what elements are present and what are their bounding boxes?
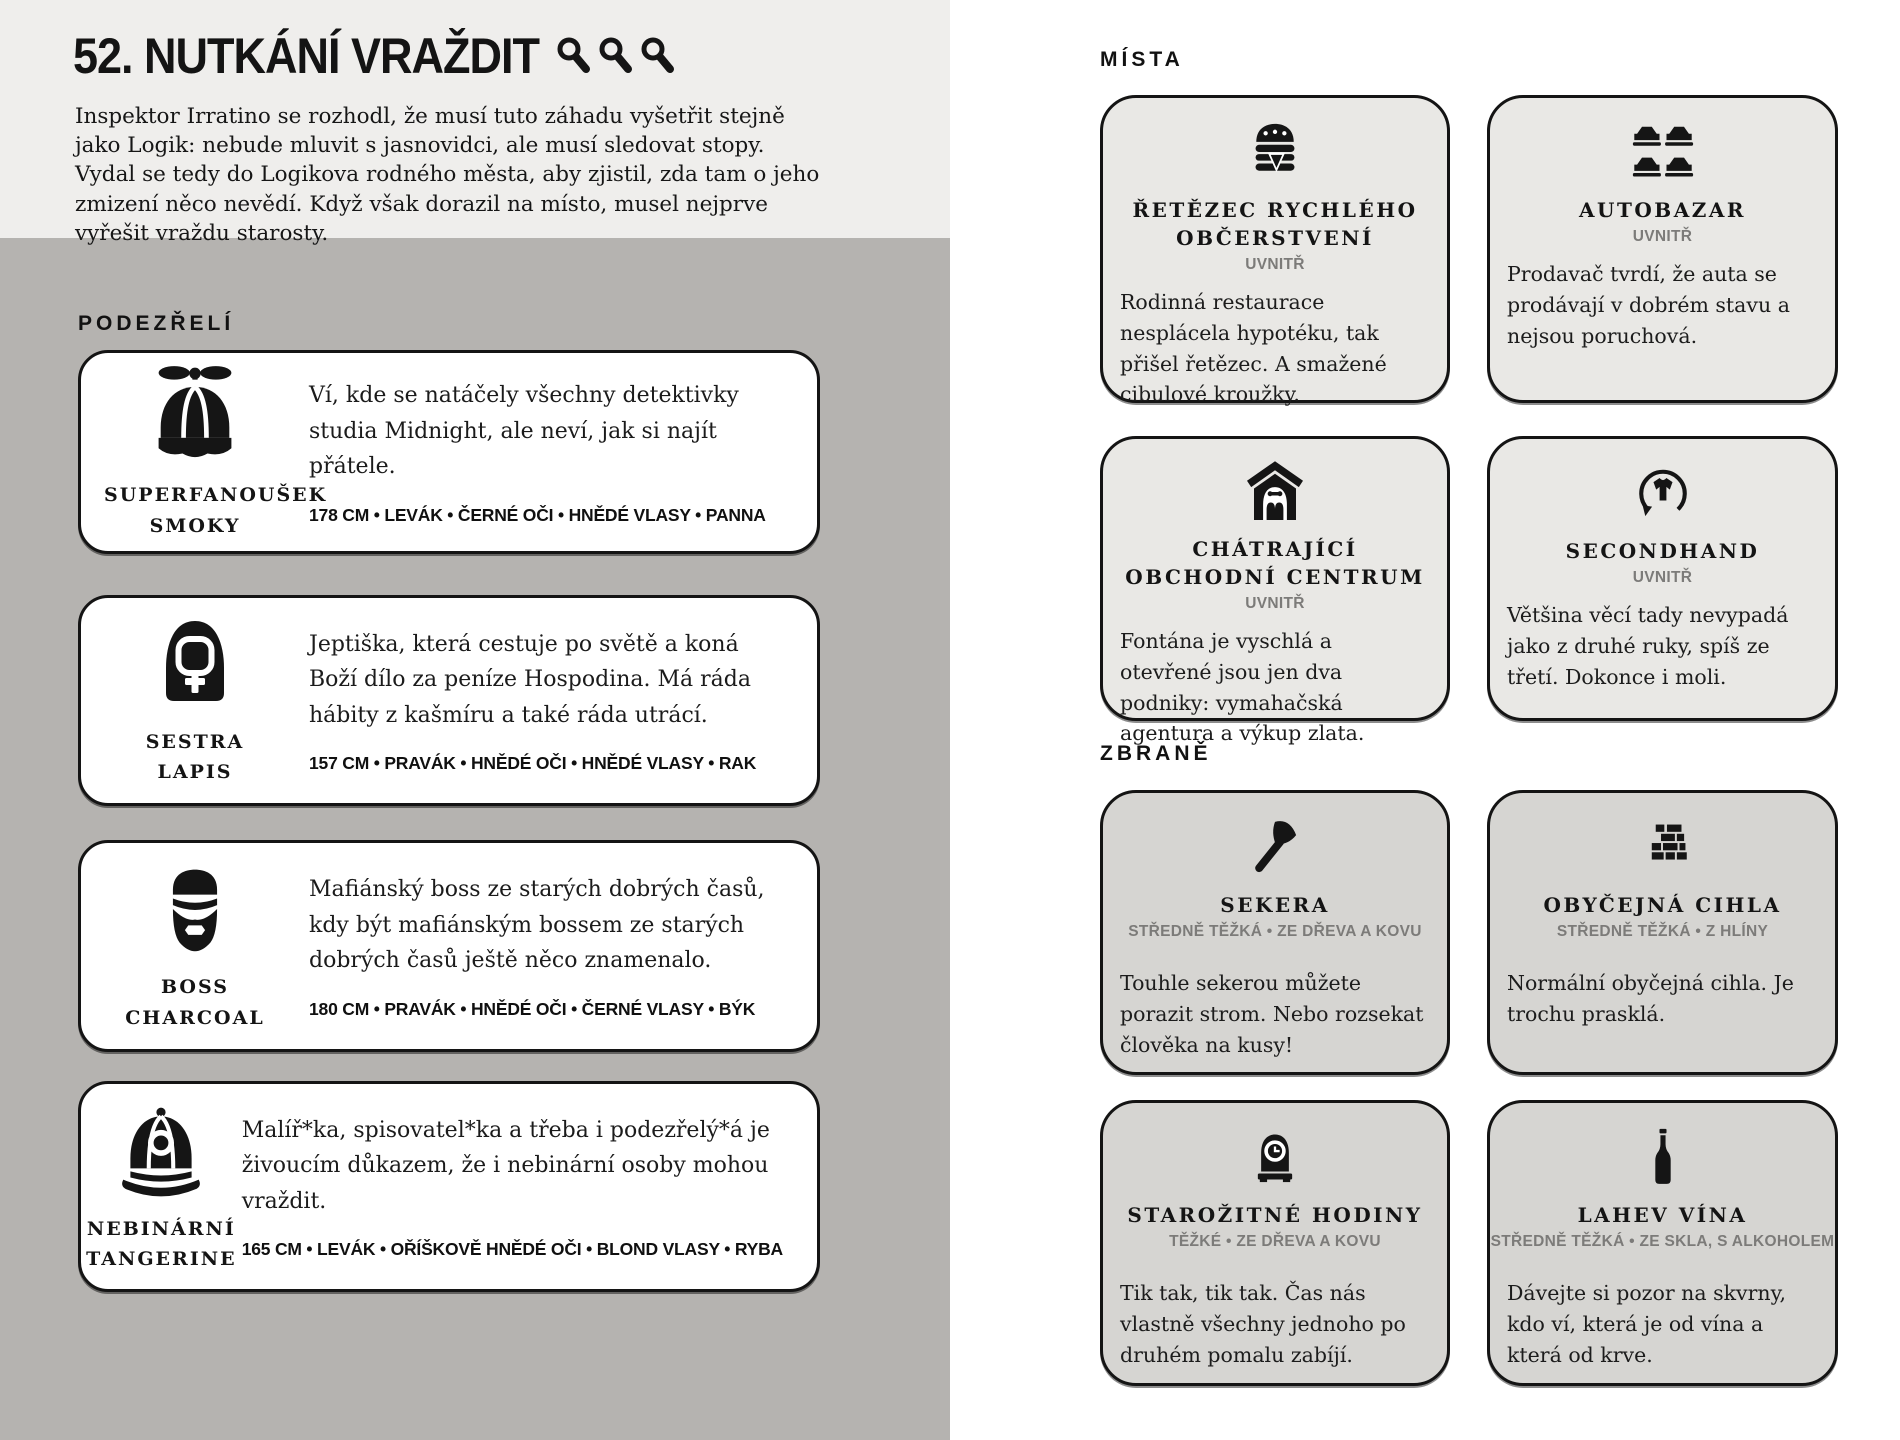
place-location-type: UVNITŘ [1632,228,1693,245]
antique-clock-icon [1242,1121,1308,1193]
weapon-card [1100,1100,1450,1386]
place-name: AUTOBAZAR [1579,198,1746,222]
magnifier-icon [553,34,593,78]
magnifier-icon [595,34,635,78]
title-row [73,26,677,85]
suspect-name: SUPERFANOUŠEK SMOKY [104,484,328,537]
brick-pile-icon [1630,811,1696,883]
place-card [1100,436,1450,746]
suspect-identity [81,598,309,803]
weapon-attributes: STŘEDNĚ TĚŽKÁ • ZE DŘEVA A KOVU [1128,923,1422,940]
weapon-attributes: STŘEDNĚ TĚŽKÁ • ZE SKLA, S ALKOHOLEM [1490,1233,1835,1250]
place-location-type: UVNITŘ [1245,256,1305,273]
backwards-cap-icon [110,1099,212,1201]
page-title: 52. NUTKÁNÍ VRAŽDIT [73,26,540,85]
propeller-cap-icon [143,363,247,467]
suspect-name: SESTRA LAPIS [145,730,245,783]
place-description: Rodinná restaurace nesplácela hypotéku, tak přišel řetězec. A smažené cibulové kroužky. [1120,290,1387,407]
suspect-stats: 178 CM • LEVÁK • ČERNÉ OČI • HNĚDÉ VLASY • PANNA [309,504,766,525]
weapon-name: OBYČEJNÁ CIHLA [1543,893,1782,917]
weapon-name: SEKERA [1220,893,1330,917]
weapon-description: Tik tak, tik tak. Čas nás vlastně všechny jednoho po druhém pomalu zabíjí. [1120,1281,1406,1367]
places-section-label: MÍSTA [1100,48,1184,71]
place-description: Fontána je vyschlá a otevřené jsou jen dva podniky: vymahačská agentura a výkup zlata. [1120,629,1365,746]
suspect-name: BOSS CHARCOAL [125,976,265,1029]
weapon-name: STAROŽITNÉ HODINY [1127,1203,1423,1227]
suspect-description: Mafiánský boss ze starých dobrých časů, kdy být mafiánským bossem ze starých dobrých časů ještě něco znamenalo. [309,877,765,974]
suspect-description: Ví, kde se natáčely všechny detektivky studia Midnight, ale neví, jak si najít přátele. [309,383,739,480]
place-name: ŘETĚZEC RYCHLÉHO OBČERSTVENÍ [1132,198,1418,250]
axe-icon [1242,811,1308,883]
place-location-type: UVNITŘ [1632,569,1693,586]
place-location-type: UVNITŘ [1245,595,1305,612]
place-card [1100,95,1450,407]
weapon-description: Normální obyčejná cihla. Je trochu prasklá. [1507,971,1794,1026]
weapon-attributes: STŘEDNĚ TĚŽKÁ • Z HLÍNY [1556,923,1769,940]
difficulty-rating [553,34,677,78]
magnifier-icon [637,34,677,78]
suspect-description: Jeptiška, která cestuje po světě a koná Boží dílo za peníze Hospodina. Má ráda hábity z kašmíru a také ráda utrácí. [309,631,751,728]
weapon-attributes: TĚŽKÉ • ZE DŘEVA A KOVU [1169,1233,1381,1250]
weapon-name: LAHEV VÍNA [1577,1203,1748,1227]
wine-bottle-icon [1631,1121,1695,1193]
suspect-identity [81,1084,242,1289]
place-card [1487,436,1838,721]
suspect-card [78,840,820,1052]
suspects-section-label: PODEZŘELÍ [78,312,235,335]
intro-paragraph: Inspektor Irratino se rozhodl, že musí tuto záhadu vyšetřit stejně jako Logik: nebude mluvit s jasnovidci, ale musí sledovat stopy. Vydal se tedy do Logikova rodného města, aby zjistil, zda tam o jeho zmizení něco nevědí. Když však dorazil na místo, musel nejprve vyřešit vraždu starosty. [75,104,820,246]
suspect-card [78,350,820,554]
weapon-description: Touhle sekerou můžete porazit strom. Nebo rozsekat člověka na kusy! [1120,971,1424,1057]
suspect-stats: 157 CM • PRAVÁK • HNĚDÉ OČI • HNĚDÉ VLASY • RAK [309,753,757,774]
burger-icon [1239,116,1311,188]
stacked-cars-icon [1628,116,1698,188]
nun-icon [145,614,245,714]
weapons-section-label: ZBRANĚ [1100,742,1212,765]
suspect-name: NEBINÁRNÍ TANGERINE [86,1217,237,1270]
suspect-identity [81,353,328,551]
suspect-card [78,1081,820,1292]
place-card [1487,95,1838,403]
suspect-stats: 180 CM • PRAVÁK • HNĚDÉ OČI • ČERNÉ VLASY • BÝK [309,998,756,1019]
suspect-description: Malíř*ka, spisovatel*ka a třeba i podezřelý*á je živoucím důkazem, že i nebinární osoby mohou vraždit. [241,1117,770,1214]
weapon-card [1487,1100,1838,1386]
place-name: SECONDHAND [1565,539,1760,563]
place-description: Většina věcí tady nevypadá jako z druhé ruky, spíš ze třetí. Dokonce i moli. [1507,603,1789,689]
place-description: Prodavač tvrdí, že auta se prodávají v dobrém stavu a nejsou poruchová. [1507,262,1790,348]
weapon-card [1100,790,1450,1075]
suspect-identity [81,843,309,1049]
tshirt-recycle-icon [1629,457,1697,529]
weapon-description: Dávejte si pozor na skvrny, kdo ví, která je od vína a která od krve. [1507,1281,1786,1367]
header-band [0,0,950,246]
place-name: CHÁTRAJÍCÍ OBCHODNÍ CENTRUM [1125,537,1425,589]
suspect-card [78,595,820,806]
mall-building-icon [1240,457,1310,527]
bearded-boss-icon [147,859,243,959]
weapon-card [1487,790,1838,1075]
suspect-stats: 165 CM • LEVÁK • OŘÍŠKOVĚ HNĚDÉ OČI • BLOND VLASY • RYBA [241,1239,783,1260]
